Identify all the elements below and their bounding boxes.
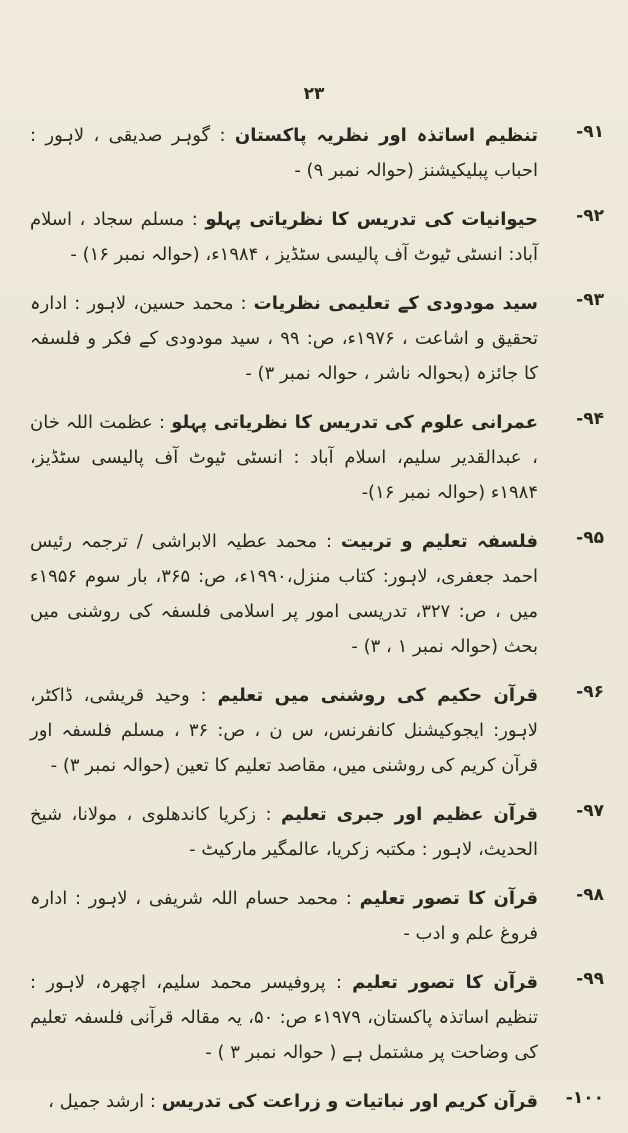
entry-title: قرآن کا تصور تعلیم — [359, 888, 539, 909]
bibliography-entry — [30, 524, 604, 664]
entry-title: قرآن کریم اور نباتیات و زراعت کی تدریس — [161, 1091, 538, 1112]
entry-number: ۹۹- — [576, 969, 604, 989]
entry-text — [30, 678, 538, 783]
entry-text — [30, 202, 538, 272]
entry-text — [30, 118, 538, 188]
page-number: ۲۳ — [303, 84, 325, 104]
bibliography-entry — [30, 202, 604, 272]
entry-text — [30, 965, 538, 1070]
bibliography-list — [30, 118, 604, 1133]
entry-number: ۹۲- — [576, 206, 604, 226]
bibliography-entry — [30, 286, 604, 391]
entry-title: قرآن حکیم کی روشنی میں تعلیم — [217, 685, 538, 706]
bibliography-entry — [30, 797, 604, 867]
bibliography-entry — [30, 405, 604, 510]
entry-text — [30, 881, 538, 951]
entry-title: عمرانی علوم کی تدریس کا نظریاتی پہلو — [171, 412, 539, 433]
entry-body: : مسلم سجاد ، اسلام آباد: انسٹی ٹیوٹ آف پالیسی سٹڈیز ، ۱۹۸۴ء، (حوالہ نمبر ۱۶) - — [30, 209, 538, 265]
entry-number: ۹۵- — [576, 528, 604, 548]
entry-text — [30, 405, 538, 510]
entry-number: ۹۱- — [576, 122, 604, 142]
entry-number: ۹۴- — [576, 409, 604, 429]
bibliography-entry — [30, 1084, 604, 1119]
bibliography-entry — [30, 678, 604, 783]
entry-body: : محمد حسام اللہ شریفی ، لاہور : ادارہ فروغ علم و ادب - — [30, 888, 538, 944]
entry-title: فلسفہ تعلیم و تربیت — [340, 531, 538, 552]
entry-number: ۹۶- — [576, 682, 604, 702]
entry-body: : پروفیسر محمد سلیم، اچھرہ، لاہور : تنظیم اساتذہ پاکستان، ۱۹۷۹ء ص: ۵۰، یہ مقالہ قرآنی فلسفہ تعلیم کی وضاحت پر مشتمل ہے ( حوالہ نمبر ۳ ) - — [30, 972, 539, 1063]
entry-body: : محمد حسین، لاہور : ادارہ تحقیق و اشاعت ، ۱۹۷۶ء، ص: ۹۹ ، سید مودودی کے فکر و فلسفہ کا جائزہ (بحوالہ ناشر ، حوالہ نمبر ۳) - — [30, 293, 539, 384]
entry-title: قرآن کا تصور تعلیم — [352, 972, 538, 993]
entry-body: : محمد عطیہ الابراشی / ترجمہ رئیس احمد جعفری، لاہور: کتاب منزل،۱۹۹۰ء، ص: ۳۶۵، بار سوم ۱۹۵۶ء میں ، ص: ۳۲۷، تدریسی امور پر اسلامی فلسفہ کی روشنی میں بحث (حوالہ نمبر ۱ ، ۳) - — [30, 531, 539, 657]
entry-title: قرآن عظیم اور جبری تعلیم — [280, 804, 539, 825]
entry-title: تنظیم اساتذہ اور نظریہ پاکستان — [234, 125, 538, 146]
entry-title: حیوانیات کی تدریس کا نظریاتی پہلو — [205, 209, 538, 230]
entry-number: ۹۳- — [576, 290, 604, 310]
entry-text — [30, 1084, 538, 1119]
entry-body: : گوہر صدیقی ، لاہور : احباب پبلیکیشنز (حوالہ نمبر ۹) - — [30, 125, 538, 181]
entry-number: ۹۷- — [576, 801, 604, 821]
entry-text — [30, 524, 538, 664]
entry-number: ۱۰۰- — [565, 1088, 604, 1108]
bibliography-entry — [30, 118, 604, 188]
entry-body: : زکریا کاندھلوی ، مولانا، شیخ الحدیث، لاہور : مکتبہ زکریا، عالمگیر مارکیٹ - — [30, 804, 538, 860]
entry-title: سید مودودی کے تعلیمی نظریات — [253, 293, 538, 314]
bibliography-entry — [30, 881, 604, 951]
entry-body: : وحید قریشی، ڈاکٹر، لاہور: ایجوکیشنل کانفرنس، س ن ، ص: ۳۶ ، مسلم فلسفہ اور قرآن کریم کی روشنی میں، مقاصد تعلیم کا تعین (حوالہ نمبر ۳) - — [30, 685, 538, 776]
entry-body: : ارشد جمیل ، — [48, 1091, 162, 1112]
bibliography-entry — [30, 965, 604, 1070]
entry-number: ۹۸- — [576, 885, 604, 905]
entry-text — [30, 286, 538, 391]
entry-body: : عظمت اللہ خان ، عبدالقدیر سلیم، اسلام آباد : انسٹی ٹیوٹ آف پالیسی سٹڈیز، ۱۹۸۴ء (حوالہ نمبر ۱۶)- — [30, 412, 538, 503]
entry-text — [30, 797, 538, 867]
